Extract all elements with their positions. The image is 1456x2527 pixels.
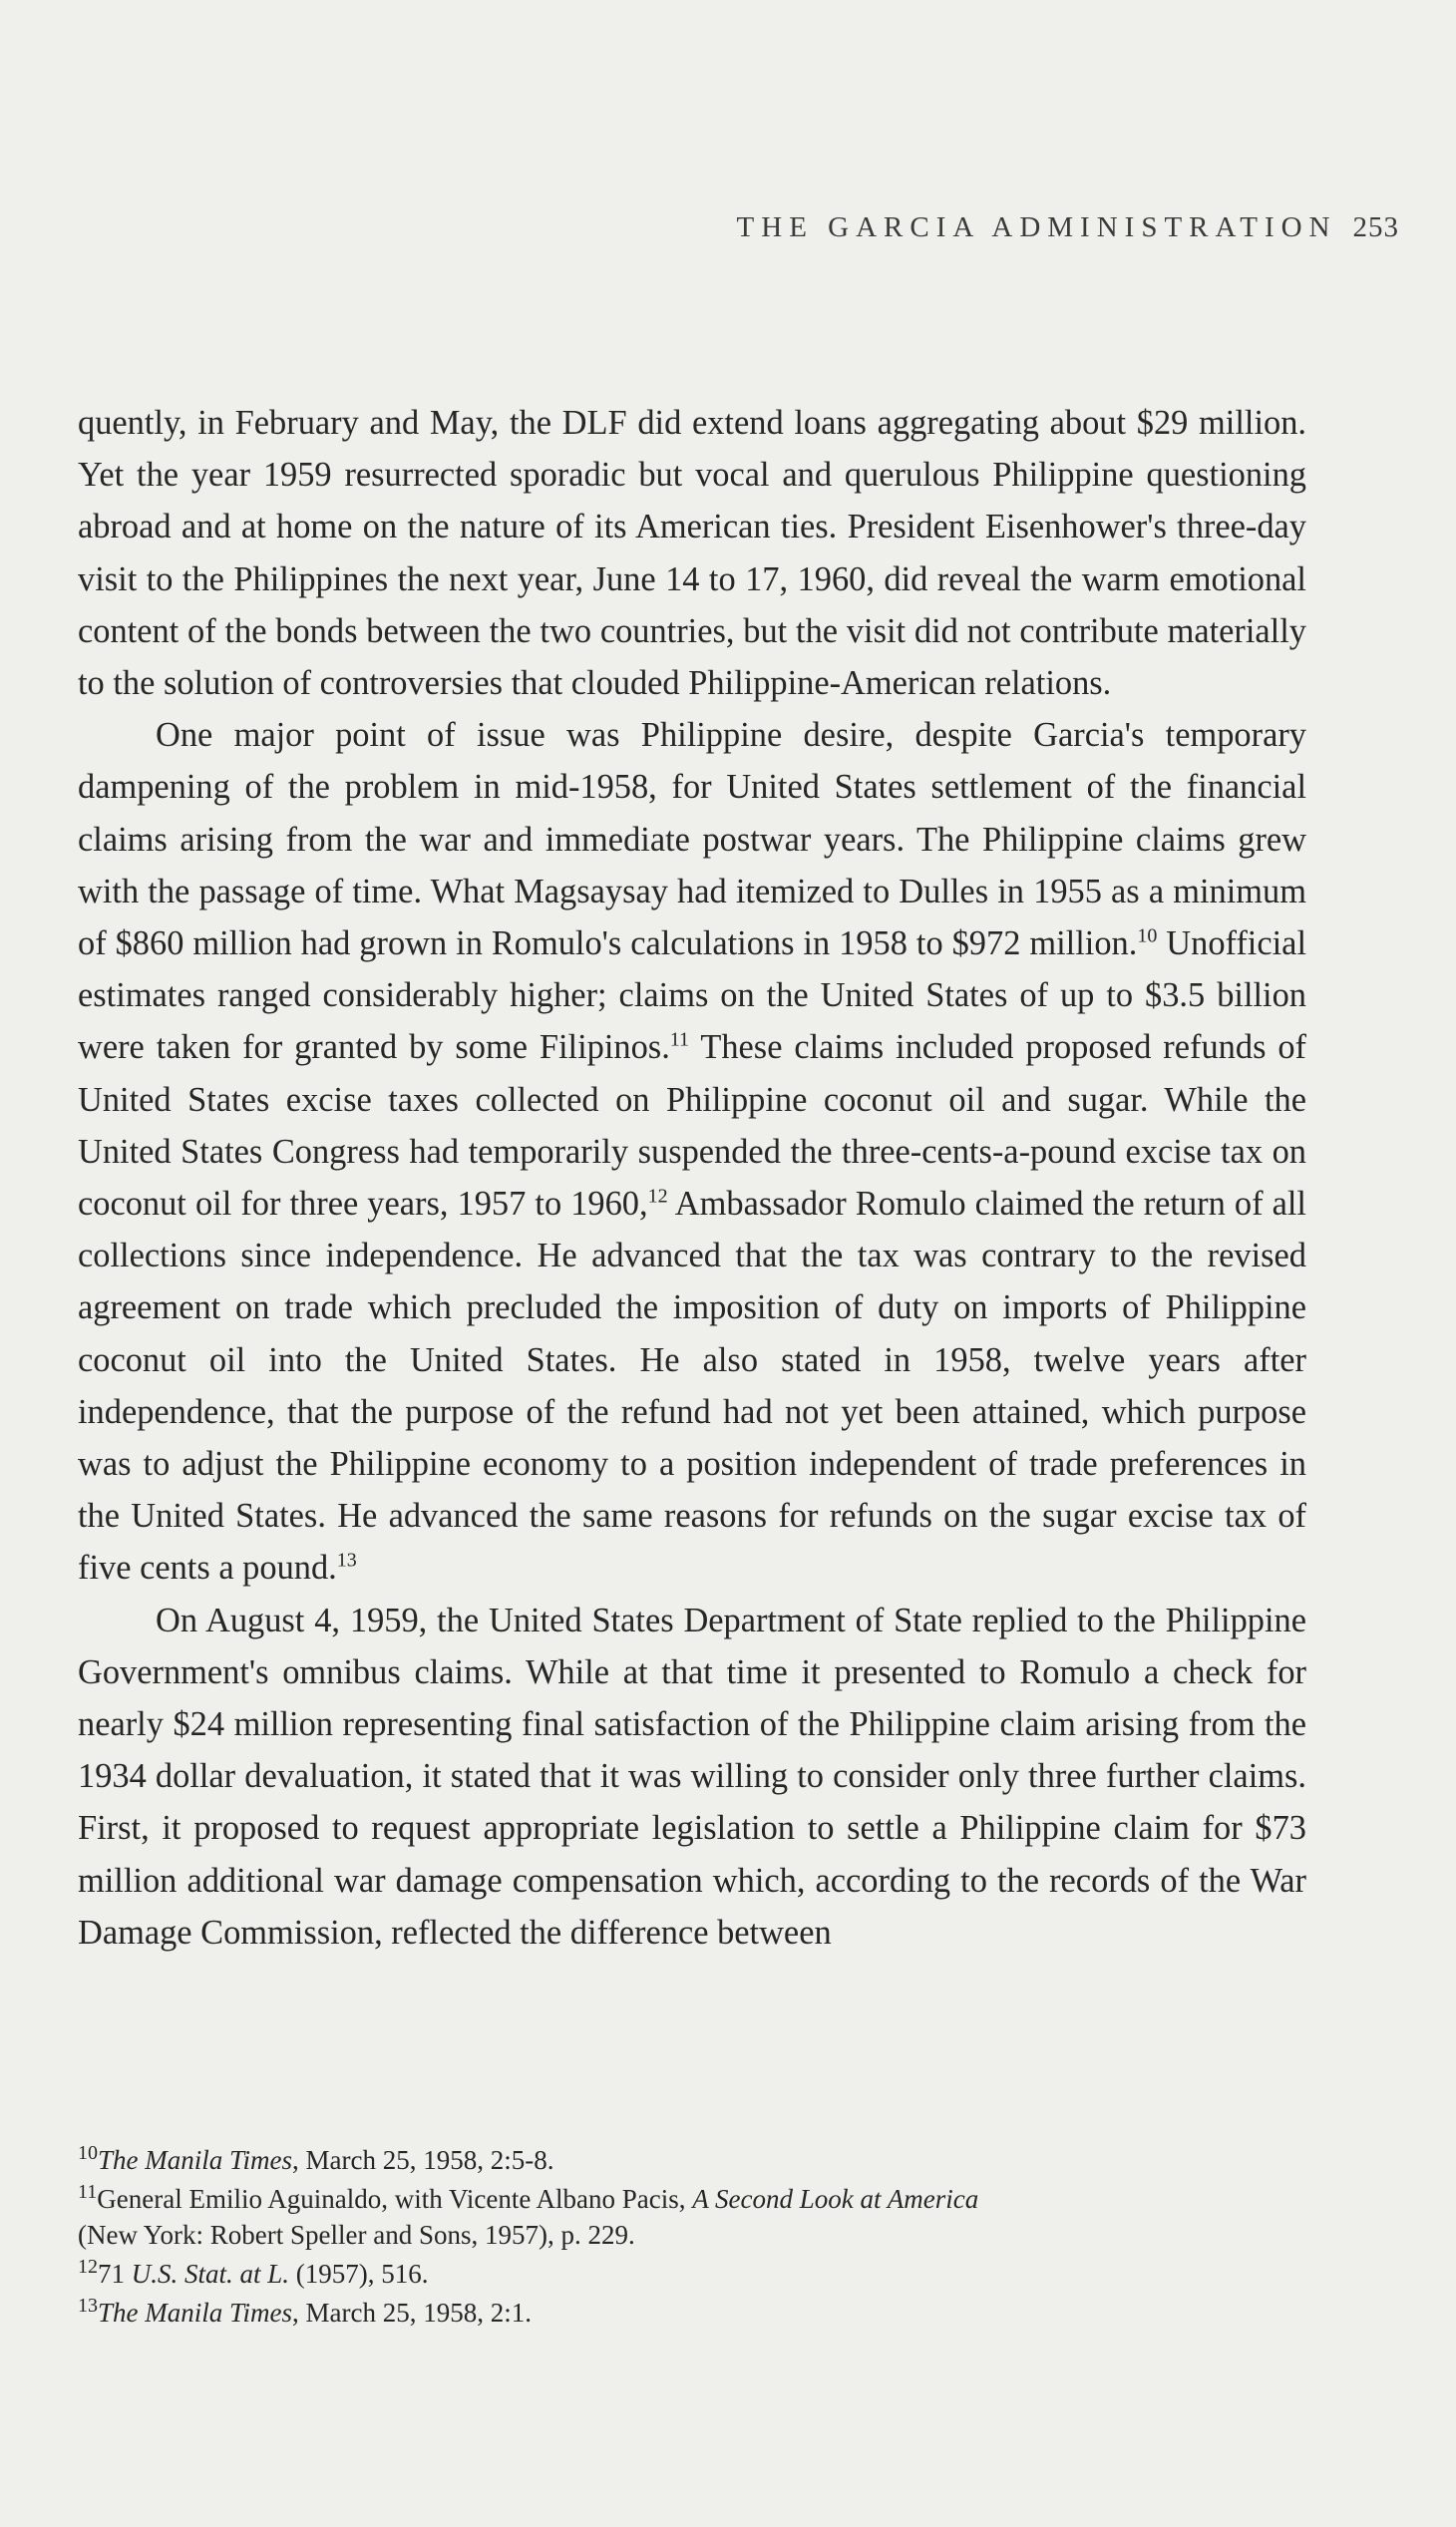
text-run: (New York: Robert Speller and Sons, 1957), p. 229. [78,2220,635,2250]
text-run: One major point of issue was Philippine desire, despite Garcia's temporary dampening of the problem in mid-1958, for United States settlement of the financial claims arising from the war and immediate postwar years. The Philippine claims grew with the passage of time. What Magsaysay had itemized to Dulles in 1955 as a minimum of $860 million had grown in Romulo's calculations in 1958 to $972 million. [78,716,1306,963]
running-head [78,211,1399,244]
italic-title: A Second Look at America [692,2184,979,2214]
page-number: 253 [1352,211,1399,243]
note-reference: 13 [336,1550,357,1572]
body-text [78,397,1306,1959]
note-reference: 12 [647,1185,668,1208]
note-reference: 11 [669,1028,690,1051]
note-reference: 11 [78,2181,98,2203]
text-run: Unofficial estimates ranged considerably higher; claims on the United States of up to $3.5 billion were taken for granted by some Filipinos. [78,924,1306,1067]
footnote [78,2142,1306,2178]
italic-title: The Manila Times [98,2145,293,2175]
paragraph [78,1595,1306,1959]
text-run: Ambassador Romulo claimed the return of all collections since independence. He advanced that the tax was contrary to the revised agreement on trade which precluded the imposition of duty on imports of Philippine coconut oil into the United States. He also stated in 1958, twelve years after independence, that the purpose of the refund had not yet been attained, which purpose was to adjust the Philippine economy to a position independent of trade preferences in the United States. He advanced the same reasons for refunds on the sugar excise tax of five cents a pound. [78,1185,1306,1588]
text-run: quently, in February and May, the DLF did extend loans aggregating about $29 million. Yet the year 1959 resurrected sporadic but vocal and querulous Philippine questioning abroad and at home on the nature of its American ties. President Eisenhower's three-day visit to the Philippines the next year, June 14 to 17, 1960, did reveal the warm emotional content of the bonds between the two countries, but the visit did not contribute materially to the solution of controversies that clouded Philippine-American relations. [78,404,1306,703]
text-run: 71 [98,2259,132,2289]
text-run: General Emilio Aguinaldo, with Vicente Albano Pacis, [97,2184,693,2214]
text-run: , March 25, 1958, 2:1. [292,2298,532,2328]
footnote [78,2295,1306,2331]
text-run: (1957), 516. [289,2259,429,2289]
note-reference: 13 [78,2295,98,2317]
footnote-continuation [78,2217,1306,2253]
footnote [78,2181,1306,2217]
footnote [78,2256,1306,2292]
note-reference: 10 [78,2142,98,2164]
footnotes [78,2142,1306,2334]
note-reference: 10 [1137,924,1158,947]
text-run: On August 4, 1959, the United States Department of State replied to the Philippine Government's omnibus claims. While at that time it presented to Romulo a check for nearly $24 million representing final satisfaction of the Philippine claim arising from the 1934 dollar devaluation, it stated that it was willing to consider only three further claims. First, it proposed to request appropriate legislation to settle a Philippine claim for $73 million additional war damage compensation which, according to the records of the War Damage Commission, reflected the difference between [78,1601,1306,1952]
italic-title: U.S. Stat. at L. [131,2259,290,2289]
text-run: These claims included proposed refunds of United States excise taxes collected on Philippine coconut oil and sugar. While the United States Congress had temporarily suspended the three-cents-a-pound excise tax on coconut oil for three years, 1957 to 1960, [78,1028,1306,1224]
running-head-title: THE GARCIA ADMINISTRATION [736,211,1337,243]
italic-title: The Manila Times [98,2298,293,2328]
paragraph [78,397,1306,709]
text-run: , March 25, 1958, 2:5-8. [292,2145,554,2175]
paragraph [78,709,1306,1594]
note-reference: 12 [78,2256,98,2278]
